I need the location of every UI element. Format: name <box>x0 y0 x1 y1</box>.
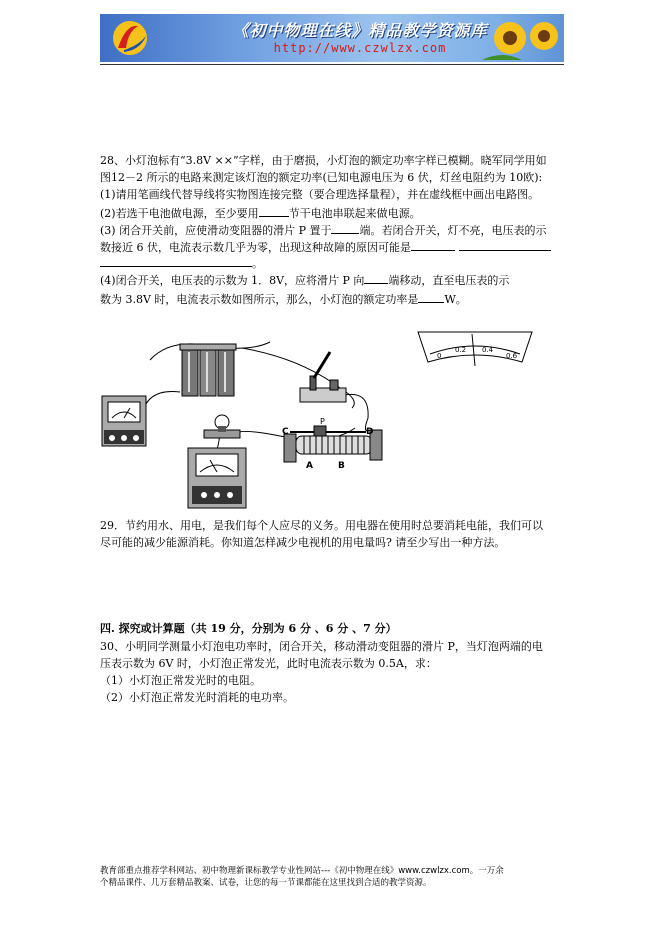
answer-blank[interactable] <box>418 291 444 303</box>
sunflower-icon <box>482 16 562 62</box>
answer-blank[interactable] <box>459 239 551 251</box>
meter-tick-1: 0.2 <box>455 346 467 354</box>
q28-fault-text: 数接近 6 伏，电流表示数几乎为零，出现这种故障的原因可能是 <box>100 241 411 254</box>
section-heading: 四. 探究或计算题（共 19 分，分别为 6 分 、6 分 、7 分） <box>100 622 397 635</box>
q28-line9 <box>100 291 467 307</box>
q30-line2: 压表示数为 6V 时，小灯泡正常发光，此时电流表示数为 0.5A，求： <box>100 657 437 670</box>
rheostat-label-a: A <box>306 461 313 471</box>
q28-line7 <box>100 255 587 271</box>
answer-blank[interactable] <box>411 239 455 251</box>
q28-line3: (1)请用笔画线代替导线将实物图连接完整（要合理选择量程），并在虚线框中画出电路图。 <box>100 188 540 201</box>
q28-part4-text: (4)闭合开关，电压表的示数为 1．8V，应将滑片 P 向 <box>100 274 365 287</box>
q28-line1: 28、小灯泡标有“3.8V ××”字样，由于磨损，小灯泡的额定功率字样已模糊。晓军同学用如 <box>100 154 547 167</box>
header-banner <box>100 14 564 62</box>
q28-part2-text-end: 节干电池串联起来做电源。 <box>288 207 421 220</box>
voltmeter-icon <box>102 396 146 446</box>
meter-tick-3: 0.6 <box>506 352 518 360</box>
q28-part3-text-end: 端。若闭合开关，灯不亮，电压表的示 <box>359 224 547 237</box>
answer-blank[interactable] <box>331 222 359 234</box>
ammeter-icon <box>188 448 246 508</box>
q28-power-text: 数为 3.8V 时，电流表示数如图所示，那么，小灯泡的额定功率是 <box>100 293 419 306</box>
footer-line2: 个精品课件、几万套精品教案、试卷，让您的每一节课都能在这里找到合适的教学资源。 <box>100 878 432 888</box>
rheostat-label-d: D <box>366 427 374 437</box>
answer-blank[interactable] <box>100 255 252 267</box>
lamp-icon <box>204 415 240 438</box>
q29-line2: 尽可能的减少能源消耗。你知道怎样减少电视机的用电量吗? 请至少写出一种方法。 <box>100 536 506 549</box>
banner-url[interactable]: http://www.czwlzx.com <box>273 41 447 55</box>
q28-line4 <box>100 205 421 221</box>
q28-period: 。 <box>252 257 263 270</box>
q28-power-unit: W。 <box>444 293 467 306</box>
q28-part3-text: (3) 闭合开关前，应使滑动变阻器的滑片 P 置于 <box>100 224 332 237</box>
meter-tick-0: 0 <box>437 352 442 360</box>
q30-item2: （2）小灯泡正常发光时消耗的电功率。 <box>100 691 294 704</box>
answer-blank[interactable] <box>364 272 388 284</box>
rheostat-label-c: C <box>282 427 289 437</box>
rheostat-label-b: B <box>338 461 345 471</box>
ammeter-dial-icon <box>418 332 532 366</box>
battery-icon <box>180 344 236 396</box>
site-logo-icon <box>108 18 152 58</box>
meter-tick-2: 0.4 <box>482 346 494 354</box>
q30-item1: （1）小灯泡正常发光时的电阻。 <box>100 674 261 687</box>
answer-blank[interactable] <box>259 205 289 217</box>
q28-line6 <box>100 239 551 255</box>
q28-line8 <box>100 272 509 288</box>
q30-line1: 30、小明同学测量小灯泡电功率时，闭合开关，移动滑动变阻器的滑片 P，当灯泡两端的电 <box>100 640 543 653</box>
rheostat-label-p: P <box>320 417 325 426</box>
header-rule <box>100 64 564 65</box>
q29-line1: 29．节约用水、用电，是我们每个人应尽的义务。用电器在使用时总要消耗电能，我们可以 <box>100 519 543 532</box>
banner-title: 《初中物理在线》精品教学资源库 <box>232 21 488 40</box>
q28-part4-text-end: 端移动，直至电压表的示 <box>388 274 510 287</box>
q28-line2: 图12－2 所示的电路来测定该灯泡的额定功率(已知电源电压为 6 伏，灯丝电阻约为 10欧): <box>100 171 543 184</box>
footer-line1: 教育部重点推荐学科网站、初中物理新课标教学专业性网站---《初中物理在线》www.czwlzx.com。一万余 <box>100 866 504 876</box>
q28-part2-text: (2)若选干电池做电源，至少要用 <box>100 207 259 220</box>
circuit-figure <box>100 318 560 513</box>
q28-line5 <box>100 222 546 238</box>
